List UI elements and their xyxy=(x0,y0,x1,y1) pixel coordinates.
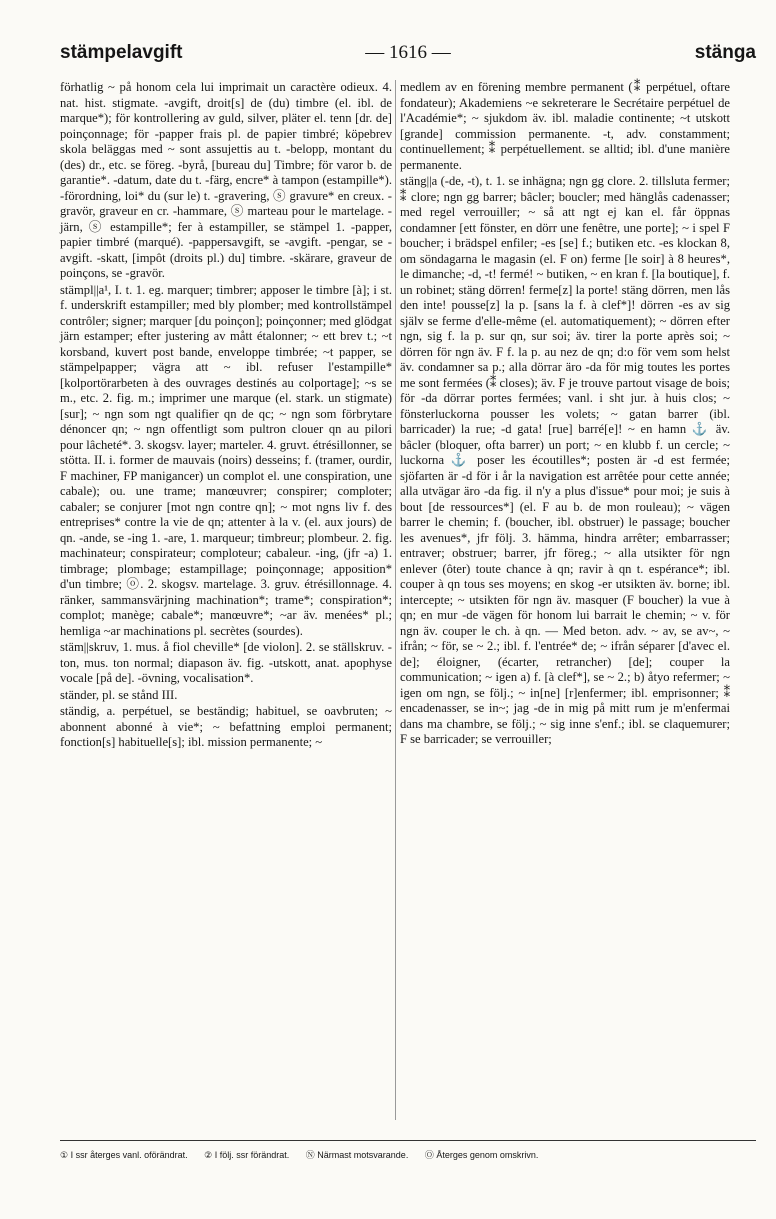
footer-note-2: ② I följ. ssr förändrat. xyxy=(204,1150,290,1160)
entry-stampelavgift: förhatlig ~ på honom cela lui imprimait un caractère odieux. 4. nat. hist. stigmate. -avgift, droit[s] de (du) timbre (el. ibl. de marque*); för kontrollering av guld, silver, pläter el. tenn [dr. de] poinçonnage; för -papper frais pl. de papier timbré; köpebrev skola beläggas med ~ sont assujettis au t. -belopp, montant du (des) dr., etc. se föreg. -byrå, [bureau du] Timbre; för varor b. de garantie*. -datum, date du t. -färg, encre* à tampon (estampille*). -förordning, loi* du (sur le) t. -gravering, ⓢ gravure* en creux. -gravör, graveur en cr. -hammare, ⓢ marteau pour le martelage. -järn, ⓢ estampille*; fer à estampiller, se stämpel 1. -papper, papier timbré (marqué). -pappersavgift, se -avgift. -pengar, se -avgift. -skatt, [impôt (droits pl.) du] timbre. -skärare, graveur de poinçons, se -gravör. xyxy=(60,80,392,280)
header-left-guide-word: stämpelavgift xyxy=(60,42,183,63)
footer-rule xyxy=(60,1140,756,1141)
entry-stampla: stämpl||a¹, I. t. 1. eg. marquer; timbrer; apposer le timbre [à]; i st. f. underskrift estampiller; med bly plomber; med kontrollstämpel contrôler; signer; marquer [du poinçon]; poinçonner; med glödgat järn estamper; efter justering av mått étalonner; ~ ett brev t.; ~t korsband, kuvert post bande, enveloppe timbrée; ~t papper, se stämpelpapper; vägra att ~ ibl. refuser l'estampille* [kolportörarbeten à des ouvrages destinés au colportage]; ~s se m., etc. 2. fig. m.; imprimer une marque (el. stark. un stigmate) [sur]; ~ ngn som ngt qualifier qn de qc; ~ ngn som förbrytare dénoncer qn; ~ ngn offentligt som pultron clouer qn au pilori pour lâcheté*. 3. skogsv. layer; marteler. 4. gruvt. étrésillonner, se stötta. II. i. former de mauvais (noirs) desseins; f. (tramer, ourdir, F machiner, FP manigancer) un complot el. une conspiration, une cabale); ou. une trame; manœuvrer; conspirer; comploter; cabaler; se conjurer [mot ngn contre qn]; ~ mot ngns liv f. des entreprises* contre la vie de qn; attenter à la v. (el. aux jours) de qn. -ande, se -ing 1. -are, 1. marqueur; timbreur; plombeur. 2. fig. machinateur; conspirateur; comploteur; cabaleur. -ing, (jfr -a) 1. timbrage; plombage; estampillage; poinçonnage; apposition* d'un timbre; ⓞ. 2. skogsv. martelage. 3. gruv. étrésillonnage. 4. ränker, sammansvärjning machination*; trame*; conspiration*; complot; manège; cabale*; manœuvre*; ~ar äv. menées* pl.; hemliga ~ar machinations pl. secrètes (sourdes). xyxy=(60,282,392,638)
entry-stanga: stäng||a (-de, -t), t. 1. se inhägna; ngn gg clore. 2. tillsluta fermer; ⁑ clore; ngn gg barrer; bâcler; boucler; med hänglås cadenasser; med regel verrouiller; ~ så att ngt ej kan el. får öppnas condamner [ett fönster, en dörr une fenêtre, une porte]; ~ i spel F boucher; i brädspel enfiler; -es [se] f.; butiken etc. -es klockan 8, om söndagarna le magasin (el. F on) ferme [le soir] à 8 heures*, le dimanche; -d, -t! fermé! ~ butiken, ~ en kran f. [la boutique], f. un robinet; stäng dörren! ferme[z] la porte! stäng dörren, men lås den inte! pousse[z] la p. [sans la f. à clef*]! dörren -es av sig själv se ferme d'elle-même (el. automatiquement); ~ dörren efter ngn, sig f. la p. sur qn, sur soi; äv. tirer la porte après soi; ~ dörren för ngn äv. F f. la p. au nez de qn; d:o för vem som helst äv. condamner sa p.; alla dörrar äro -da för mig toutes les portes me sont fermées (⁑ closes); äv. F je trouve partout visage de bois; för -da dörrar portes fermées; vanl. i sht jur. à huis clos; ~ fönsterluckorna pousser les volets; ~ gatan barrer (ibl. barricader) la rue; -d gata! [rue] barré[e]! ~ en hamn ⚓ äv. bâcler (bloquer, ofta barrer) un port; ~ en klubb f. un cercle; ~ luckorna ⚓ poser les écoutilles*; posten är -d est fermée; sjöfarten är -d för i år la navigation est arrêtée pour cette année; alla utvägar äro -da fig. il n'y a plus d'issue* pour moi; je suis à bout [de ressources*] (el. F au b. de mon rouleau); ~ vägen barrer le chemin; f. (boucher, ibl. obstruer) le passage; boucher les avenues*, jfr följ. 3. hämma, hindra arrêter; embarrasser; entraver; obstruer; barrer, jfr föreg.; ~ alla utsikter för ngn enlever (ôter) toute chance à qn; ravir à qn t. espérance*; ibl. couper à qn tous ses moyens; en skog -er utsikten äv. borne; ibl. intercepte; ~ utsikten för ngn äv. masquer (F boucher) la vue à qn; en mur -de vägen för honom lui barrait le chemin; ~ v. för ngn äv. couper le ch. à qn. — Med beton. adv. ~ av, se av~, ~ ifrån; ~ för, se ~ 2.; ibl. f. l'entrée* de; ~ ifrån séparer [d'avec el. de]; éloigner, (écarter, retrancher) [de]; couper la communication; ~ igen a) f. [à clef*], se ~ 2.; b) åtyo refermer; ~ igen om ngn, se följ.; ~ in[ne] [r]enfermer; ibl. emprisonner; ⁑ encadenasser, se in~; jag -de in mig på mitt rum je m'enfermai dans ma chambre, se följ.; ~ sig inne s'enf.; ibl. se claquemurer; F se barricader; se verrouiller; xyxy=(400,174,730,746)
footer-legend xyxy=(60,1148,756,1161)
footer-note-4: Ⓞ Återges genom omskrivn. xyxy=(424,1150,539,1160)
column-divider xyxy=(395,80,396,1120)
page-number: — 1616 — xyxy=(365,42,451,63)
entry-stander: ständer, pl. se stånd III. xyxy=(60,687,178,702)
header-right-guide-word: stänga xyxy=(694,42,756,63)
footer-note-1: ① I ssr återges vanl. oförändrat. xyxy=(60,1150,188,1160)
right-column xyxy=(400,80,730,749)
entry-stamskruv: stäm||skruv, 1. mus. å fiol cheville* [de violon]. 2. se ställskruv. -ton, mus. ton normal; diapason äv. fig. -utskott, anat. apophyse vocale [på de]. -övning, vocalisation*. xyxy=(60,640,392,685)
entry-standig: ständig, a. perpétuel, se beständig; habituel, se oavbruten; ~ abonnent abonné à vie*; ~ befattning emploi permanent; fonction[s] habituelle[s]; ibl. mission permanente; ~ xyxy=(60,704,392,749)
entry-standig-continued: medlem av en förening membre permanent (⁑ perpétuel, oftare fondateur); Akademiens ~e sekreterare le Secrétaire perpétuel de l'Académie*; ~ sjukdom äv. ibl. maladie continente; ~t utskott [grande] commission permanente. -t, adv. constamment; continuellement; ⁑ perpétuellement. se alltid; ibl. d'une manière permanente. xyxy=(400,80,730,172)
page-header xyxy=(60,40,756,70)
left-column xyxy=(60,80,392,752)
footer-note-3: Ⓝ Närmast motsvarande. xyxy=(305,1150,409,1160)
